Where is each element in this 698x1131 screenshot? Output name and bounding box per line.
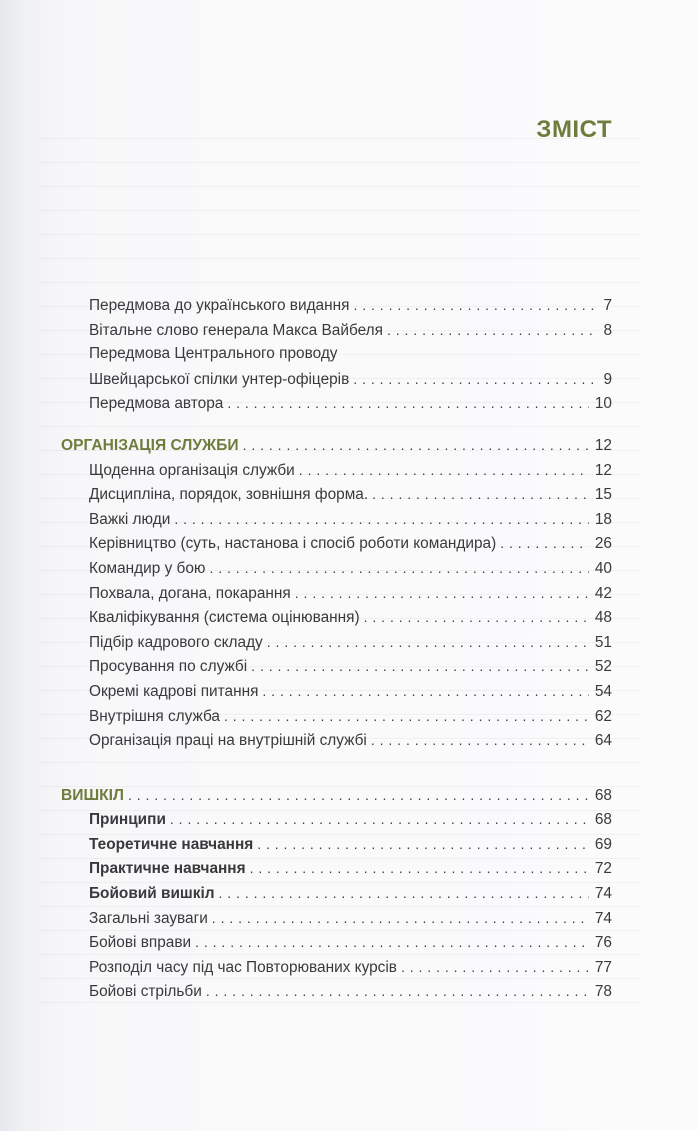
toc-page-number: 68 — [594, 811, 612, 829]
toc-page-number: 52 — [594, 658, 612, 676]
toc-entry-label: Внутрішня служба — [89, 707, 220, 725]
toc-entry-label: Щоденна організація служби — [89, 461, 295, 479]
dot-leader — [219, 881, 589, 906]
toc-entry-label: Просування по службі — [89, 658, 248, 676]
toc-entry-label: Бойові стрільби — [89, 983, 202, 1001]
toc-page-number: 64 — [594, 732, 612, 750]
dot-leader — [250, 856, 589, 881]
toc-entry-label: Керівництво (суть, настанова і спосіб роботи командира) — [89, 535, 497, 553]
toc-page-number: 54 — [594, 682, 612, 700]
toc-entry[interactable] — [61, 482, 612, 507]
table-of-contents — [61, 293, 612, 1004]
toc-page-number: 9 — [603, 370, 612, 388]
dot-leader — [209, 556, 588, 581]
toc-page-number: 12 — [594, 436, 612, 454]
dot-leader — [353, 367, 594, 392]
spacer — [61, 416, 612, 433]
toc-entry-label: Розподіл часу під час Повторюваних курсів — [89, 958, 397, 976]
toc-page-number: 48 — [594, 609, 612, 627]
toc-entry-label: Важкі люди — [89, 510, 171, 528]
toc-entry[interactable] — [61, 531, 612, 556]
spacer — [61, 753, 612, 783]
toc-entry-label: Загальні зауваги — [89, 909, 208, 927]
toc-page-number: 62 — [594, 707, 612, 725]
toc-page-number: 68 — [594, 786, 612, 804]
dot-leader — [128, 783, 589, 808]
dot-leader — [174, 507, 589, 532]
toc-entry[interactable] — [61, 293, 612, 318]
dot-leader — [401, 955, 589, 980]
dot-leader — [364, 605, 589, 630]
toc-entry[interactable] — [61, 704, 612, 729]
dot-leader — [372, 482, 589, 507]
toc-page-number: 42 — [594, 584, 612, 602]
toc-entry[interactable] — [61, 581, 612, 606]
toc-entry[interactable] — [61, 556, 612, 581]
toc-page-number: 78 — [594, 983, 612, 1001]
toc-page-number: 12 — [594, 461, 612, 479]
dot-leader — [227, 391, 589, 416]
dot-leader — [295, 581, 589, 606]
toc-entry[interactable] — [61, 630, 612, 655]
toc-page-number: 15 — [594, 486, 612, 504]
dot-leader — [224, 704, 589, 729]
dot-leader — [251, 654, 589, 679]
toc-entry[interactable] — [61, 679, 612, 704]
dot-leader — [170, 807, 589, 832]
toc-entry-label: Вітальне слово генерала Макса Вайбеля — [89, 321, 383, 339]
toc-entry-label: Похвала, догана, покарання — [89, 584, 291, 602]
dot-leader — [262, 679, 588, 704]
toc-page-number: 74 — [594, 909, 612, 927]
toc-page-number: 72 — [594, 860, 612, 878]
toc-page-number: 18 — [594, 510, 612, 528]
toc-entry[interactable] — [61, 654, 612, 679]
toc-section-heading[interactable] — [61, 433, 612, 458]
toc-entry[interactable] — [61, 807, 612, 832]
toc-page-number: 51 — [594, 633, 612, 651]
toc-entry-label: Теоретичне навчання — [89, 835, 254, 853]
toc-entry[interactable] — [61, 391, 612, 416]
dot-leader — [212, 906, 589, 931]
toc-entry-line2[interactable] — [61, 367, 612, 392]
toc-entry[interactable] — [61, 955, 612, 980]
toc-entry[interactable] — [61, 728, 612, 753]
dot-leader — [243, 433, 589, 458]
toc-page-number: 10 — [594, 395, 612, 413]
toc-entry[interactable] — [61, 881, 612, 906]
dot-leader — [206, 979, 589, 1004]
toc-entry[interactable] — [61, 507, 612, 532]
toc-page-number: 77 — [594, 958, 612, 976]
toc-entry-label: Окремі кадрові питання — [89, 682, 259, 700]
toc-page-number: 40 — [594, 559, 612, 577]
toc-entry-label: Кваліфікування (система оцінювання) — [89, 609, 360, 627]
toc-page-number: 69 — [594, 835, 612, 853]
toc-entry-label: Швейцарської спілки унтер-офіцерів — [89, 370, 350, 388]
toc-entry-label: Практичне навчання — [89, 860, 246, 878]
toc-page-number: 26 — [594, 535, 612, 553]
toc-entry-label: Організація праці на внутрішній службі — [89, 732, 367, 750]
toc-entry-label: Командир у бою — [89, 559, 206, 577]
toc-section-label: ОРГАНІЗАЦІЯ СЛУЖБИ — [61, 436, 239, 454]
toc-entry-label: Бойовий вишкіл — [89, 885, 215, 903]
toc-entry[interactable] — [61, 832, 612, 857]
toc-entry-label: Передмова до українського видання — [89, 297, 350, 314]
toc-entry[interactable] — [61, 605, 612, 630]
toc-entry-line1[interactable] — [61, 342, 612, 367]
toc-page-number: 8 — [603, 321, 612, 339]
toc-entry[interactable] — [61, 458, 612, 483]
dot-leader — [371, 728, 589, 753]
page-title: ЗМІСТ — [536, 116, 612, 143]
toc-page-number: 7 — [603, 297, 612, 314]
toc-entry[interactable] — [61, 906, 612, 931]
toc-entry-label: Підбір кадрового складу — [89, 633, 263, 651]
dot-leader — [500, 531, 589, 556]
toc-entry-label: Передмова автора — [89, 395, 224, 413]
toc-entry-label: Бойові вправи — [89, 934, 192, 952]
toc-entry-label: Передмова Центрального проводу — [89, 345, 338, 363]
dot-leader — [353, 293, 594, 318]
toc-section-heading[interactable] — [61, 783, 612, 808]
dot-leader — [267, 630, 589, 655]
dot-leader — [387, 318, 594, 343]
toc-entry-label: Дисципліна, порядок, зовнішня форма. — [89, 486, 369, 504]
toc-entry-label: Принципи — [89, 811, 166, 829]
toc-entry[interactable] — [61, 930, 612, 955]
toc-page-number: 76 — [594, 934, 612, 952]
toc-entry[interactable] — [61, 318, 612, 343]
toc-entry[interactable] — [61, 856, 612, 881]
toc-page-number: 74 — [594, 885, 612, 903]
dot-leader — [257, 832, 589, 857]
dot-leader — [299, 458, 589, 483]
toc-section-label: ВИШКІЛ — [61, 786, 124, 804]
toc-entry[interactable] — [61, 979, 612, 1004]
dot-leader — [195, 930, 589, 955]
